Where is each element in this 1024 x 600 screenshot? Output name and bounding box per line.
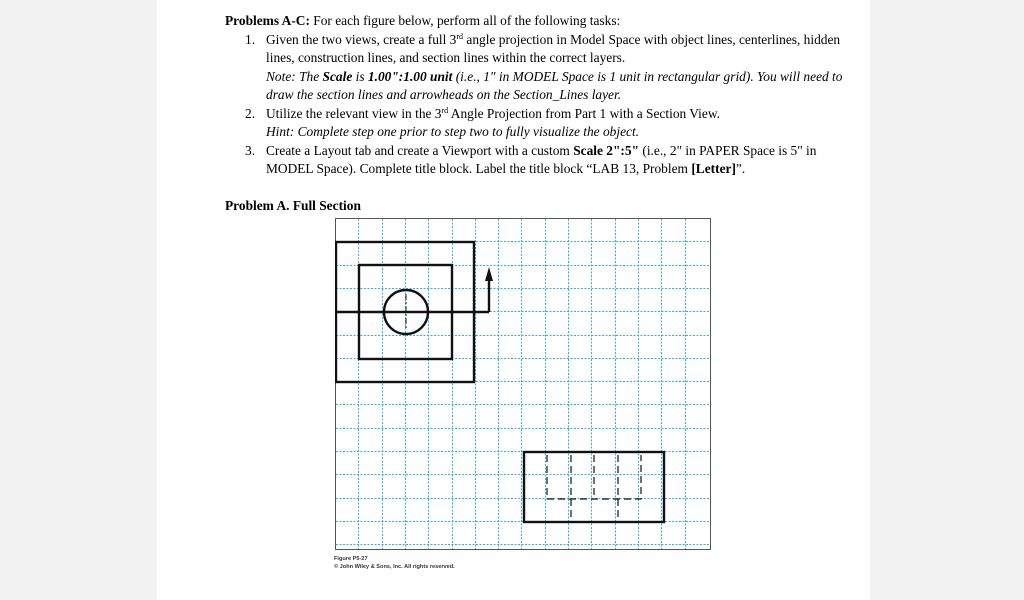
task-list [225, 31, 865, 179]
figure-label: Figure P5-27 [334, 556, 368, 562]
intro-label: Problems A-C: [225, 13, 310, 28]
task-text: Utilize the relevant view in the 3 [266, 105, 442, 121]
task-item-1 [225, 31, 865, 105]
problem-instructions [225, 12, 865, 179]
task-number: 1. [245, 31, 256, 47]
figure-drawing [335, 218, 711, 550]
figure-credit [334, 555, 455, 571]
note-text: Note: The [266, 68, 323, 84]
task-item-2 [225, 105, 865, 142]
task-text: ”. [735, 161, 746, 176]
task-item-3 [225, 142, 865, 179]
copyright-text: © John Wiley & Sons, Inc. All rights reserved. [334, 564, 455, 570]
task-text: Create a Layout tab and create a Viewport with a custom [266, 142, 574, 158]
task-hint: Hint: Complete step one prior to step two to fully visualize the object. [266, 124, 640, 139]
ordinal-suffix: rd [441, 105, 449, 115]
ordinal-suffix: rd [456, 31, 464, 41]
scale-bold: Scale 2":5" [573, 142, 640, 158]
document-page [157, 0, 870, 600]
section-title: Problem A. Full Section [225, 198, 361, 213]
task-note [266, 69, 842, 103]
task-text: Angle Projection from Part 1 with a Section View. [448, 105, 720, 121]
task-text: Given the two views, create a full 3 [266, 31, 457, 47]
intro-text: For each figure below, perform all of the following tasks: [309, 13, 621, 28]
task-text: angle projection in Model Space with object lines, centerlines, hidden lines, construction lines, and section lines within the correct layers. [266, 31, 841, 65]
task-number: 2. [245, 105, 256, 121]
note-text: (i.e., 1" in MODEL Space is 1 unit in rectangular grid). You will need to draw the section lines and arrowheads on the Section_Lines layer. [266, 68, 843, 102]
task-text: (i.e., 2" in PAPER Space is 5" in MODEL Space). Complete title block. Label the title block “LAB 13, Problem [266, 142, 817, 176]
note-text: is [352, 68, 368, 84]
letter-bold: [Letter] [691, 161, 736, 176]
intro-line [225, 12, 865, 31]
task-number: 3. [245, 142, 256, 158]
note-bold: Scale [322, 68, 353, 84]
note-bold: 1.00":1.00 unit [367, 68, 453, 84]
